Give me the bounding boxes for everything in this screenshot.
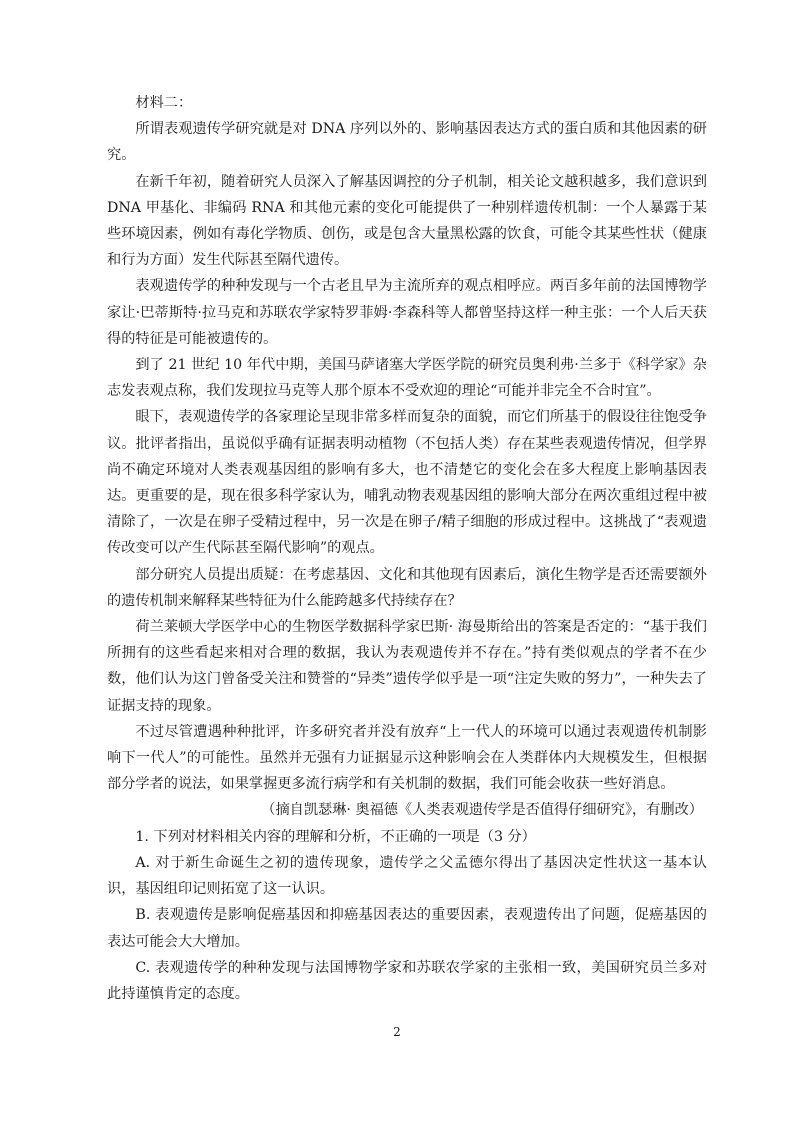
paragraph-3: 表观遗传学的种种发现与一个古老且早为主流所弃的观点相呼应。两百多年前的法国博物学家让·巴蒂斯特·拉马克和苏联农学家特罗菲姆·李森科等人都曾坚持这样一种主张：一个人后天获得的特征是可能被遗传的。: [107, 278, 707, 347]
option-a: A. 对于新生命诞生之初的遗传现象，遗传学之父孟德尔得出了基因决定性状这一基本认识，基因组印记则拓宽了这一认识。: [107, 854, 707, 898]
document-body: [107, 90, 707, 1007]
source-citation: （摘自凯瑟琳· 奥福德《人类表观遗传学是否值得仔细研究》，有删改）: [261, 802, 703, 819]
paragraph-8: 不过尽管遭遇种种批评，许多研究者并没有放弃“上一代人的环境可以通过表观遗传机制影响下一代人”的可能性。虽然并无强有力证据显示这种影响会在人类群体内大规模发生，但根据部分学者的说法，如果掌握更多流行病学和有关机制的数据，我们可能会收获一些好消息。: [107, 723, 707, 793]
option-b: B. 表观遗传是影响促癌基因和抑癌基因表达的重要因素，表观遗传出了问题，促癌基因的表达可能会大大增加。: [107, 907, 707, 950]
option-c: C. 表观遗传学的种种发现与法国博物学家和苏联农学家的主张相一致，美国研究员兰多对此持谨慎肯定的态度。: [107, 959, 707, 1002]
material-heading: 材料二：: [135, 95, 193, 111]
paragraph-2: 在新千年初，随着研究人员深入了解基因调控的分子机制，相关论文越积越多，我们意识到 DNA 甲基化、非编码 RNA 和其他元素的变化可能提供了一种别样遗传机制：一个人暴露于某些环境因素，例如有毒化学物质、创伤，或是包含大量黑松露的饮食，可能令其某些性状（健康和行为方面）发生代际甚至隔代遗传。: [107, 173, 707, 269]
paragraph-5: 眼下，表观遗传学的各家理论呈现非常多样而复杂的面貌，而它们所基于的假设往往饱受争议。批评者指出，虽说似乎确有证据表明动植物（不包括人类）存在某些表观遗传情况，但学界尚不确定环境对人类表观基因组的影响有多大，也不清楚它的变化会在多大程度上影响基因表达。更重要的是，现在很多科学家认为，哺乳动物表观基因组的影响大部分在两次重组过程中被清除了，一次是在卵子受精过程中，另一次是在卵子/精子细胞的形成过程中。这挑战了“表观遗传改变可以产生代际甚至隔代影响”的观点。: [107, 409, 707, 557]
page-number: 2: [393, 1025, 401, 1039]
paragraph-7: 荷兰莱顿大学医学中心的生物医学数据科学家巴斯· 海曼斯给出的答案是否定的：“基于我们所拥有的这些看起来相对合理的数据，我认为表观遗传并不存在。”持有类似观点的学者不在少数，他们认为这门曾备受关注和赞誉的“异类”遗传学似乎是一项“注定失败的努力”，一种失去了证据支持的现象。: [107, 619, 707, 714]
paragraph-6: 部分研究人员提出质疑：在考虑基因、文化和其他现有因素后，演化生物学是否还需要额外的遗传机制来解释某些特征为什么能跨越多代持续存在？: [107, 566, 707, 609]
question-stem: 1. 下列对材料相关内容的理解和分析，不正确的一项是（3 分）: [135, 828, 536, 845]
paragraph-4: 到了 21 世纪 10 年代中期，美国马萨诸塞大学医学院的研究员奥利弗·兰多于《科学家》杂志发表观点称，我们发现拉马克等人那个原本不受欢迎的理论“可能并非完全不合时宜”。: [107, 357, 707, 400]
paragraph-1: 所谓表观遗传学研究就是对 DNA 序列以外的、影响基因表达方式的蛋白质和其他因素的研究。: [107, 121, 707, 164]
